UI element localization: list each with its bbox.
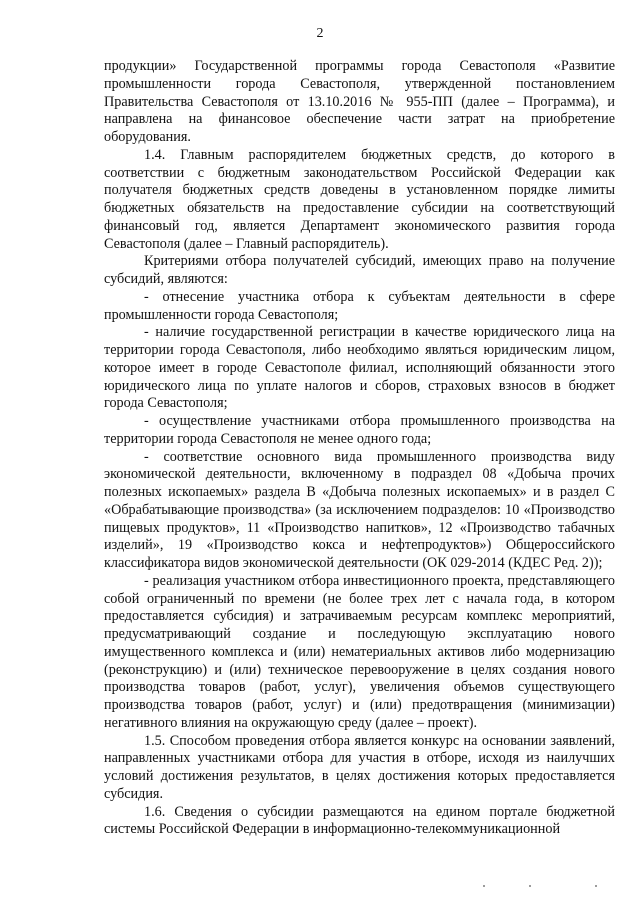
paragraph-criteria-intro: Критериями отбора получателей субсидий, имеющих право на получение субсидий, являются:: [104, 253, 615, 287]
document-body: [104, 58, 615, 839]
scan-artifact-marks: [470, 883, 610, 889]
criteria-item-industry: - отнесение участника отбора к субъектам деятельности в сфере промышленности города Севастополя;: [104, 288, 615, 323]
criteria-item-registration: - наличие государственной регистрации в качестве юридического лица на территории города Севастополя, либо необходимо являться юридическим лицом, которое имеет в городе Севастополе филиал, исполняющий обязанности этого юридического лица по уплате налогов и сборов, страховых взносов в бюджет города Севастополя;: [104, 324, 615, 412]
criteria-item-activity-type: - соответствие основного вида промышленного производства виду экономической деятельности, включенному в подраздел 08 «Добыча прочих полезных ископаемых» раздела В «Добыча полезных ископаемых» и в раздел С «Обрабатывающие производства» (за исключением подразделов: 10 «Производство пищевых продуктов», 11 «Производство напитков», 12 «Производство табачных изделий», 19 «Производство кокса и нефтепродуктов») Общероссийского классификатора видов экономической деятельности (ОК 029-2014 (КДЕС Ред. 2));: [104, 448, 615, 571]
criteria-item-investment-project: - реализация участником отбора инвестиционного проекта, представляющего собой ограниченный по времени (не более трех лет с начала года, в котором предоставляется субсидия) и затрачиваемым ресурсам комплекс мероприятий, предусматривающий создание и последующую эксплуатацию нового имущественного комплекса и (или) нематериальных активов либо модернизацию (реконструкцию) и (или) техническое перевооружение в целях создания нового производства товаров (работ, услуг), увеличения объемов существующего производства товаров (работ, услуг) и (или) предотвращения (минимизации) негативного влияния на окружающую среду (далее – проект).: [104, 572, 615, 731]
criteria-item-production-period: - осуществление участниками отбора промышленного производства на территории города Севастополя не менее одного года;: [104, 413, 615, 447]
paragraph-1-5: 1.5. Способом проведения отбора является конкурс на основании заявлений, направленных участниками отбора для участия в отборе, исходя из наилучших условий достижения результатов, в целях достижения которых предоставляется субсидия.: [104, 732, 615, 802]
paragraph-continuation: продукции» Государственной программы города Севастополя «Развитие промышленности города Севастополя, утвержденной постановлением Правительства Севастополя от 13.10.2016 № 955-ПП (далее – Программа), и направлена на финансовое обеспечение части затрат на приобретение оборудования.: [104, 58, 615, 145]
paragraph-1-4: 1.4. Главным распорядителем бюджетных средств, до которого в соответствии с бюджетным законодательством Российской Федерации как получателя бюджетных средств доведены в установленном порядке лимиты бюджетных обязательств на предоставление субсидии на соответствующий финансовый год, является Департамент экономического развития города Севастополя (далее – Главный распорядитель).: [104, 146, 615, 252]
page-number: 2: [316, 26, 324, 41]
paragraph-1-6: 1.6. Сведения о субсидии размещаются на едином портале бюджетной системы Российской Федерации в информационно-телекоммуникационной: [104, 803, 615, 838]
